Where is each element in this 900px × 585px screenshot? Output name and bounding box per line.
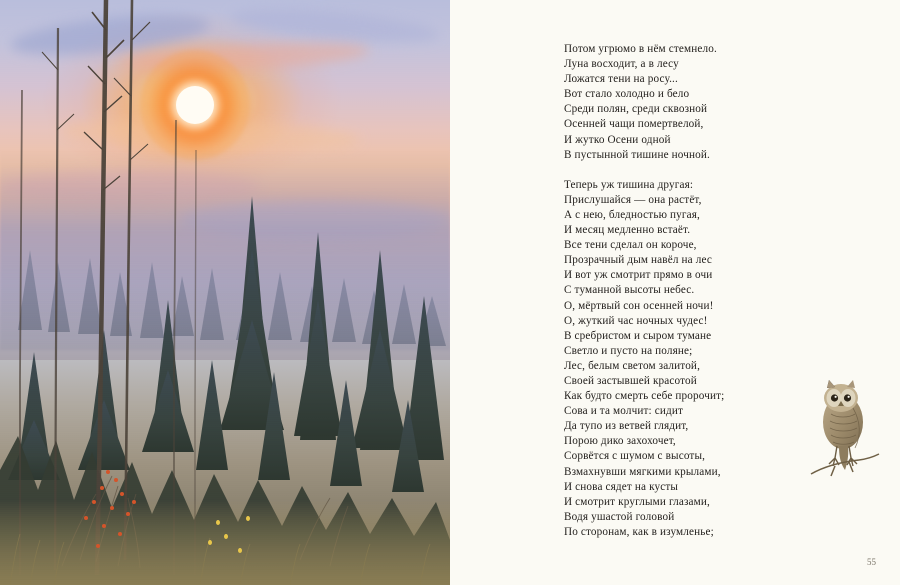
berry <box>96 544 100 548</box>
flower <box>246 516 250 521</box>
poem-line: Осенней чащи помертвелой, <box>564 118 704 131</box>
poem-line: Вот стало холодно и бело <box>564 88 690 101</box>
poem-line: Теперь уж тишина другая: <box>564 178 694 191</box>
poem-line: О, жуткий час ночных чудес! <box>564 314 708 327</box>
poem-line: Все тени сделал он короче, <box>564 239 697 252</box>
meadow-grass <box>0 500 450 585</box>
poem-line: В пустынной тишине ночной. <box>564 148 710 161</box>
poem-line: Порою дико захохочет, <box>564 435 676 448</box>
berry <box>114 478 118 482</box>
berry <box>100 486 104 490</box>
poem-line: Своей застывшей красотой <box>564 374 697 387</box>
poem-line: Сорвётся с шумом с высоты, <box>564 450 706 463</box>
poem-line: Взмахнувши мягкими крылами, <box>564 465 721 478</box>
flower <box>224 534 228 539</box>
berry <box>84 516 88 520</box>
poem-line: Светло и пусто на поляне; <box>564 344 693 357</box>
poem-line: Водя ушастой головой <box>564 510 675 523</box>
midground-spruces <box>8 196 444 492</box>
poem-line: И вот уж смотрит прямо в очи <box>564 269 713 282</box>
berry <box>92 500 96 504</box>
poem-line: Луна восходит, а в лесу <box>564 58 679 71</box>
berry <box>132 500 136 504</box>
flower <box>216 520 220 525</box>
berry <box>118 532 122 536</box>
poem-stanza <box>564 42 864 163</box>
berry <box>110 506 114 510</box>
poem-line: Среди полян, среди сквозной <box>564 103 708 116</box>
poem-line: А с нею, бледностью пугая, <box>564 208 700 221</box>
poem-line: О, мёртвый сон осенней ночи! <box>564 299 714 312</box>
berry <box>126 512 130 516</box>
poem-line: Ложатся тени на росу... <box>564 73 678 86</box>
text-page <box>450 0 900 585</box>
poem-line: Как будто смерть себе пророчит; <box>564 390 725 403</box>
poem-line: Потом угрюмо в нём стемнело. <box>564 43 717 55</box>
poem-line: И жутко Осени одной <box>564 133 671 146</box>
poem-line: С туманной высоты небес. <box>564 284 695 297</box>
poem-line: По сторонам, как в изумленье; <box>564 525 714 538</box>
poem-line: И смотрит круглыми глазами, <box>564 495 710 508</box>
poem-line: Прислушайся — она растёт, <box>564 193 702 206</box>
poem-line: И снова сядет на кусты <box>564 480 679 493</box>
owl-illustration <box>805 378 885 508</box>
poem-line: И месяц медленно встаёт. <box>564 224 691 237</box>
poem-line: В сребристом и сыром тумане <box>564 329 712 342</box>
berry <box>106 470 110 474</box>
berry <box>102 524 106 528</box>
poem-line: Да тупо из ветвей глядит, <box>564 420 689 433</box>
berry <box>120 492 124 496</box>
page-number: 55 <box>867 557 876 567</box>
poem-line: Лес, белым светом залитой, <box>564 359 701 372</box>
flower <box>208 540 212 545</box>
poem-line: Сова и та молчит: сидит <box>564 405 684 418</box>
poem-line: Прозрачный дым навёл на лес <box>564 254 712 267</box>
flower <box>238 548 242 553</box>
